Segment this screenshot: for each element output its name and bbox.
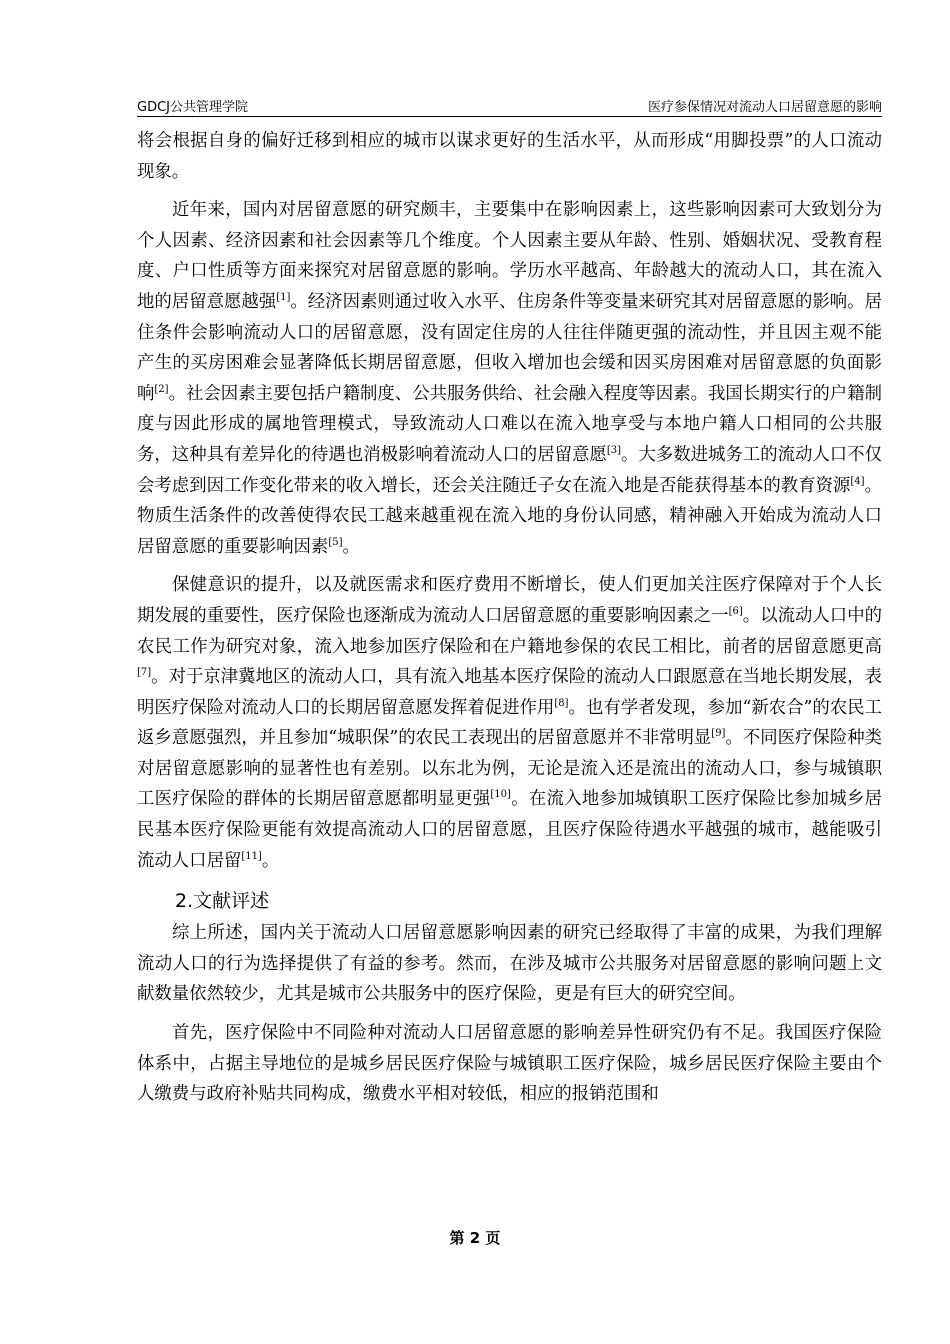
paragraph-text: 。大多数进城务工的流动人口不仅会考虑到因工作变化带来的收入增长，还会关注随迁子女在流入地是否能获得基本的教育资源	[137, 444, 882, 496]
paragraph-text: 。经济因素则通过收入水平、住房条件等变量来研究其对居留意愿的影响。居住条件会影响流动人口的居留意愿，没有固定住房的人往往伴随更强的流动性，并且因主观不能产生的买房困难会显著降低长期居留意愿，但收入增加也会缓和因买房困难对居留意愿的负面影响	[137, 291, 882, 404]
paragraph-text: 综上所述，国内关于流动人口居留意愿影响因素的研究已经取得了丰富的成果，为我们理解流动人口的行为选择提供了有益的参考。然而，在涉及城市公共服务对居留意愿的影响问题上文献数量依然较少，尤其是城市公共服务中的医疗保险，更是有巨大的研究空间。	[137, 923, 882, 1005]
paragraph-research-review	[137, 195, 882, 562]
citation-ref: [8]	[554, 697, 569, 709]
section-heading: 2.文献评述	[175, 890, 270, 913]
citation-ref: [3]	[606, 445, 621, 457]
body-text	[137, 126, 882, 1118]
citation-ref: [9]	[711, 728, 726, 740]
paragraph-text: 。不同医疗保险种类对居留意愿影响的显著性也有差别。以东北为例，无论是流入还是流出的流动人口，参与城镇职工医疗保险的群体的长期居留意愿都明显更强	[137, 728, 882, 810]
paragraph-medical-insurance	[137, 570, 882, 876]
header-paper-title: 医疗参保情况对流动人口居留意愿的影响	[647, 100, 882, 115]
paragraph-text: 。物质生活条件的改善使得农民工越来越重视在流入地的身份认同感，精神融入开始成为流动人口居留意愿的重要影响因素	[137, 475, 882, 557]
paragraph-continued	[137, 126, 882, 187]
paragraph-text: 将会根据自身的偏好迁移到相应的城市以谋求更好的生活水平，从而形成“用脚投票”的人口流动现象。	[137, 131, 882, 182]
citation-ref: [7]	[137, 667, 152, 679]
citation-ref: [6]	[728, 606, 743, 618]
citation-ref: [11]	[241, 850, 262, 862]
paragraph-text: 。对于京津冀地区的流动人口，具有流入地基本医疗保险的流动人口跟愿意在当地长期发展，表明医疗保险对流动人口的长期居留意愿发挥着促进作用	[137, 667, 882, 718]
paragraph-text: 。	[342, 536, 360, 557]
paragraph-text: 。在流入地参加城镇职工医疗保险比参加城乡居民基本医疗保险更能有效提高流动人口的居留意愿，且医疗保险待遇水平越强的城市，越能吸引流动人口居留	[137, 789, 882, 871]
paragraph-text: 保健意识的提升，以及就医需求和医疗费用不断增长，使人们更加关注医疗保障对于个人长期发展的重要性，医疗保险也逐渐成为流动人口居留意愿的重要影响因素之一	[137, 575, 882, 626]
citation-ref: [10]	[490, 789, 511, 801]
citation-ref: [1]	[276, 292, 291, 304]
paragraph-summary	[137, 918, 882, 1010]
running-header	[137, 96, 882, 117]
paragraph-text: 近年来，国内对居留意愿的研究颇丰，主要集中在影响因素上，这些影响因素可大致划分为个人因素、经济因素和社会因素等几个维度。个人因素主要从年龄、性别、婚姻状况、受教育程度、户口性质等方面来探究对居留意愿的影响。学历水平越高、年龄越大的流动人口，其在流入地的居留意愿越强	[137, 200, 882, 312]
paragraph-text: 。以流动人口中的农民工作为研究对象，流入地参加医疗保险和在户籍地参保的农民工相比，前者的居留意愿更高	[137, 605, 882, 657]
paragraph-text: 。	[261, 850, 280, 871]
paragraph-text: 。也有学者发现，参加“新农合”的农民工返乡意愿强烈，并且参加“城职保”的农民工表现出的居留意愿并不非常明显	[137, 697, 882, 749]
paragraph-first-point	[137, 1018, 882, 1110]
citation-ref: [4]	[850, 475, 865, 487]
header-institution: GDCJ公共管理学院	[137, 100, 248, 115]
citation-ref: [2]	[154, 383, 169, 395]
citation-ref: [5]	[328, 536, 343, 548]
paragraph-text: 。社会因素主要包括户籍制度、公共服务供给、社会融入程度等因素。我国长期实行的户籍制度与因此形成的属地管理模式，导致流动人口难以在流入地享受与本地户籍人口相同的公共服务，这种具有差异化的待遇也消极影响着流动人口的居留意愿	[137, 383, 882, 465]
paragraph-text: 首先，医疗保险中不同险种对流动人口居留意愿的影响差异性研究仍有不足。我国医疗保险体系中，占据主导地位的是城乡居民医疗保险与城镇职工医疗保险，城乡居民医疗保险主要由个人缴费与政府补贴共同构成，缴费水平相对较低，相应的报销范围和	[137, 1023, 882, 1105]
page-number: 第 2 页	[449, 1229, 501, 1247]
